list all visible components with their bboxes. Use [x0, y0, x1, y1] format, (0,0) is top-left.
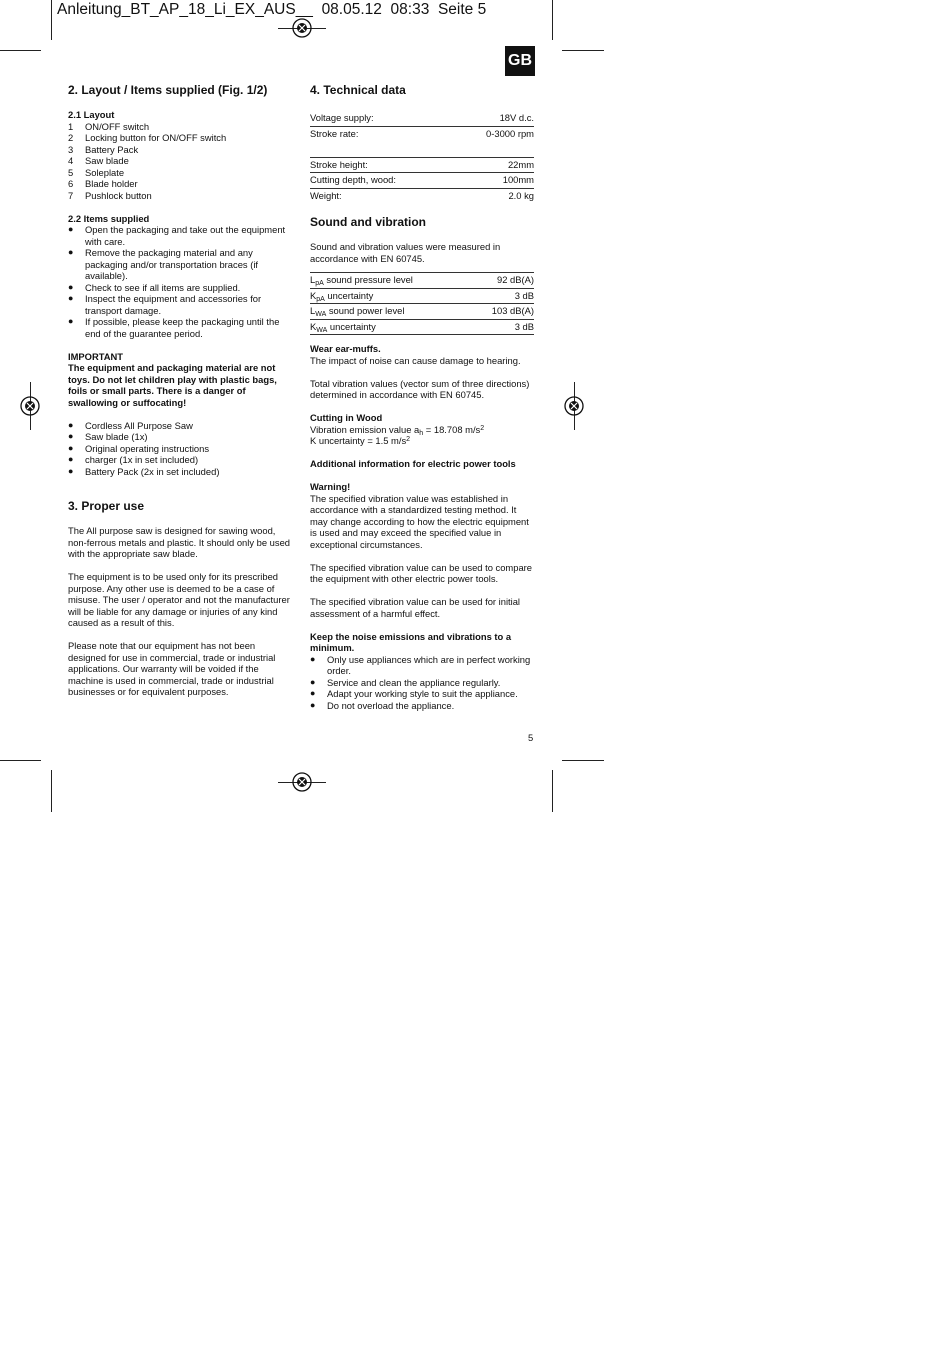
- list-item: 1 ON/OFF switch: [68, 120, 150, 132]
- registration-mark-icon: [290, 770, 314, 794]
- registration-mark-icon: [290, 16, 314, 40]
- crop-mark: [562, 50, 604, 51]
- page-number: 5: [528, 732, 534, 743]
- important-warning: The equipment and packaging material are not toys. Do not let children play with plastic bags, foils or small parts. There is a danger of swallowing or suffocating!: [68, 362, 277, 408]
- bullet-icon: ●: [68, 247, 74, 257]
- crop-mark: [51, 0, 52, 40]
- list-item: 4 Saw blade: [68, 155, 129, 166]
- bullet-icon: ●: [310, 676, 316, 687]
- proper-use-paragraph: The All purpose saw is designed for sawing wood, non-ferrous metals and plastic. It should only be used with the appropriate saw blade.: [68, 525, 291, 559]
- list-item: 3 Battery Pack: [68, 143, 139, 155]
- crop-mark: [552, 0, 553, 40]
- registration-mark-icon: [18, 394, 42, 418]
- table-row: $K_{pA}$ uncertainty 3 dB: [310, 289, 534, 303]
- list-item: ● Adapt your working style to suit the appliance.: [310, 688, 518, 699]
- bullet-icon: ●: [68, 454, 74, 464]
- list-item: ● Remove the packaging material and any packaging and/or transportation braces (if available).: [68, 247, 259, 281]
- list-item: ● Only use appliances which are in perfect working order.: [310, 653, 531, 676]
- supplied-steps-list: [68, 224, 294, 339]
- table-row: $K_{WA}$ uncertainty 3 dB: [310, 320, 534, 334]
- header-date: 08.05.12: [321, 1, 382, 18]
- layout-list: [68, 121, 294, 202]
- total-vibration-text: Total vibration values (vector sum of three directions) determined in accordance with EN 60745.: [310, 377, 530, 400]
- bullet-icon: ●: [68, 224, 74, 234]
- warning-title: Warning!: [310, 481, 351, 492]
- bullet-icon: ●: [68, 293, 74, 303]
- keep-minimum-list: [310, 654, 536, 712]
- bullet-icon: ●: [68, 442, 74, 453]
- bullet-icon: ●: [310, 688, 316, 698]
- language-badge: GB: [505, 46, 535, 76]
- list-item: ● Check to see if all items are supplied.: [68, 281, 241, 293]
- crop-mark: [51, 770, 52, 812]
- important-title: IMPORTANT: [68, 350, 124, 362]
- header-slug: Anleitung_BT_AP_18_Li_EX_AUS__: [57, 1, 313, 18]
- ear-muffs-title: Wear ear-muffs.: [310, 343, 381, 354]
- items-supplied-subtitle: 2.2 Items supplied: [68, 212, 150, 224]
- list-item: ● Inspect the equipment and accessories for transport damage.: [68, 293, 262, 316]
- table-row: Stroke rate: 0-3000 rpm: [310, 126, 534, 157]
- list-item: ● If possible, please keep the packaging until the end of the guarantee period.: [68, 316, 280, 339]
- sound-values-table: [310, 272, 534, 335]
- assessment-text: The specified vibration value can be used for initial assessment of a harmful effect.: [310, 596, 521, 619]
- technical-data-table: [310, 111, 534, 203]
- list-item: 5 Soleplate: [68, 166, 125, 178]
- list-item: ● Service and clean the appliance regularly.: [310, 676, 501, 688]
- header-time: 08:33: [390, 1, 430, 18]
- right-column: [310, 83, 536, 711]
- registration-mark-icon: [562, 394, 586, 418]
- list-item: ● Cordless All Purpose Saw: [68, 419, 193, 431]
- list-item: ● Do not overload the appliance.: [310, 699, 455, 711]
- warning-text: The specified vibration value was established in accordance with a standardized testing method. It may change according to how the electric equipment is used and may exceed the specified value in exceptional circumstances.: [310, 492, 529, 550]
- list-item: ● charger (1x in set included): [68, 454, 199, 465]
- sound-intro: Sound and vibration values were measured in accordance with EN 60745.: [310, 241, 501, 264]
- vibration-emission-value: Vibration emission value $a_h = 18.708$ $m/s^2$: [310, 423, 485, 437]
- package-contents-list: [68, 420, 294, 478]
- list-item: ● Original operating instructions: [68, 442, 210, 454]
- list-item: 2 Locking button for ON/OFF switch: [68, 132, 227, 143]
- layout-subtitle: 2.1 Layout: [68, 109, 115, 120]
- header-page: Seite 5: [437, 1, 487, 18]
- sound-vibration-title: Sound and vibration: [310, 215, 426, 229]
- section-2-title: 2. Layout / Items supplied (Fig. 1/2): [68, 83, 268, 97]
- ear-muffs-text: The impact of noise can cause damage to hearing.: [310, 354, 521, 366]
- crop-mark: [0, 50, 41, 51]
- left-column: [68, 83, 294, 698]
- bullet-icon: ●: [68, 419, 74, 430]
- crop-mark: [0, 760, 41, 761]
- list-item: 7 Pushlock button: [68, 189, 152, 201]
- print-header: [57, 1, 486, 19]
- table-row: Cutting depth, wood: 100mm: [310, 173, 534, 189]
- bullet-icon: ●: [310, 699, 316, 710]
- list-item: ● Battery Pack (2x in set included): [68, 465, 220, 477]
- crop-mark: [562, 760, 604, 761]
- list-item: 6 Blade holder: [68, 178, 138, 189]
- additional-info-title: Additional information for electric power tools: [310, 458, 516, 469]
- bullet-icon: ●: [310, 653, 316, 664]
- table-row: Weight: 2.0 kg: [310, 189, 534, 201]
- bullet-icon: ●: [68, 431, 74, 441]
- proper-use-paragraph: The equipment is to be used only for its prescribed purpose. Any other use is deemed to be a case of misuse. The user / operator and not the manufacturer will be liable for any damage or injuries of any kind caused as a result of this.: [68, 571, 290, 628]
- list-item: ● Open the packaging and take out the equipment with care.: [68, 224, 286, 247]
- section-4-title: 4. Technical data: [310, 83, 406, 97]
- section-3-title: 3. Proper use: [68, 499, 145, 513]
- cutting-in-wood-title: Cutting in Wood: [310, 412, 383, 423]
- proper-use-paragraph: Please note that our equipment has not been designed for use in commercial, trade or industrial applications. Our warranty will be voided if the machine is used in commercial, trade or industrial businesses or for equivalent purposes.: [68, 640, 276, 697]
- table-row: Stroke height: 22mm: [310, 157, 534, 173]
- crop-mark: [552, 770, 553, 812]
- bullet-icon: ●: [68, 281, 74, 292]
- table-row: $L_{pA}$ sound pressure level 92 dB(A): [310, 274, 534, 287]
- bullet-icon: ●: [68, 316, 74, 326]
- keep-minimum-title: Keep the noise emissions and vibrations to a minimum.: [310, 630, 512, 653]
- k-uncertainty-value: K uncertainty = 1.5 $m/s^2$: [310, 435, 411, 446]
- list-item: ● Saw blade (1x): [68, 431, 148, 442]
- table-row: Voltage supply: 18V d.c.: [310, 111, 534, 126]
- compare-text: The specified vibration value can be used to compare the equipment with other electric power tools.: [310, 561, 533, 584]
- bullet-icon: ●: [68, 465, 74, 476]
- table-row: $L_{WA}$ sound power level 103 dB(A): [310, 305, 534, 318]
